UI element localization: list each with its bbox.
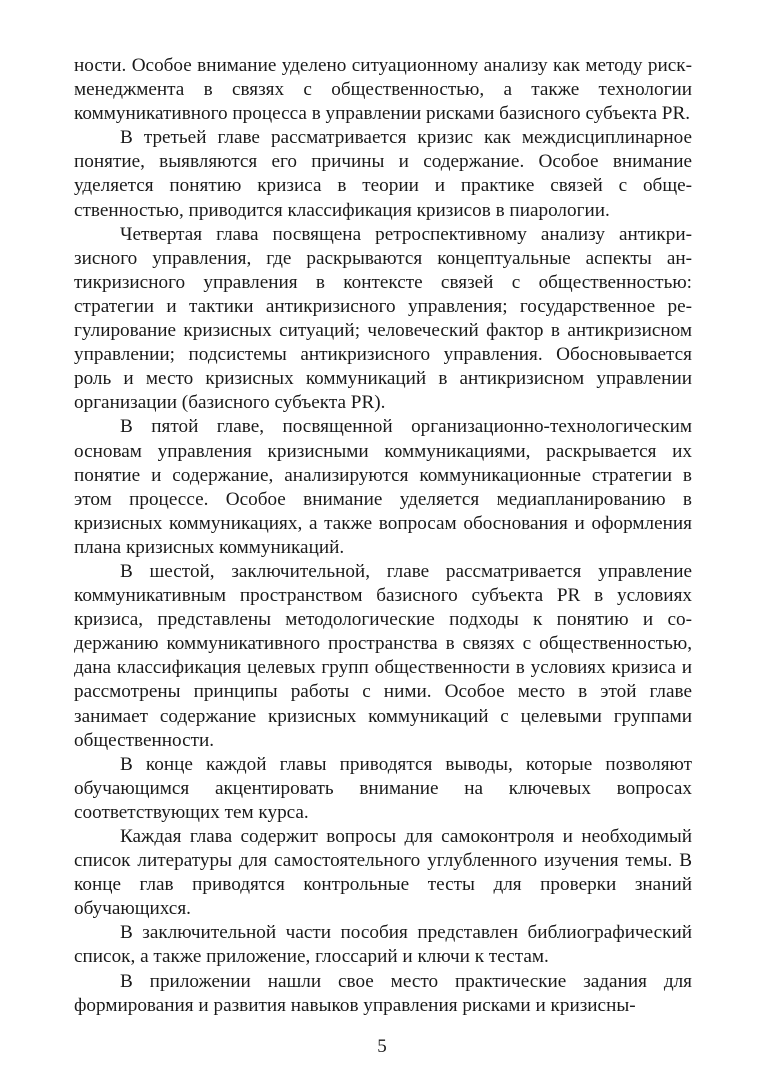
paragraph-6: В конце каждой главы приводятся выводы, которые позволяют обучающимся акцентировать внимание на ключевых вопросах соответствующих тем курса.: [74, 753, 692, 823]
page-number: 5: [377, 1036, 387, 1057]
text-body: [74, 54, 692, 1018]
paragraph-2: В третьей главе рассматривается кризис как междисциплинарное понятие, выявляются его причины и содержание. Особое внимание уделяется понятию кризиса в теории и практике связей с общественностью, приводится классификация кризисов в пиарологии.: [74, 127, 692, 221]
paragraph-1: ности. Особое внимание уделено ситуационному анализу как методу риск-менеджмента в связях с общественностью, а также технологии коммуникативного процесса в управлении рисками базисного субъекта PR.: [74, 55, 692, 125]
paragraph-9: В приложении нашли свое место практические задания для формирования и развития навыков управления рисками и кризисны-: [74, 970, 692, 1016]
paragraph-8: В заключительной части пособия представлен библиографический список, а также приложение, глоссарий и ключи к тестам.: [74, 922, 692, 968]
paragraph-3: Четвертая глава посвящена ретроспективному анализу антикризисного управления, где раскрываются концептуальные аспекты антикризисного управления в контексте связей с общественностью: стратегии и тактики антикризисного управления; государственное регулирование кризисных ситуаций; человеческий фактор в антикризисном управлении; подсистемы антикризисного управления. Обосновывается роль и место кризисных коммуникаций в антикризисном управлении организации (базисного субъекта PR).: [74, 223, 692, 414]
paragraph-4: В пятой главе, посвященной организационно-технологическим основам управления кризисными коммуникациями, раскрывается их понятие и содержание, анализируются коммуникационные стратегии в этом процессе. Особое внимание уделяется медиапланированию в кризисных коммуникациях, а также вопросам обоснования и оформления плана кризисных коммуникаций.: [74, 416, 692, 558]
paragraph-7: Каждая глава содержит вопросы для самоконтроля и необходимый список литературы для самостоятельного углубленного изучения темы. В конце глав приводятся контрольные тесты для проверки знаний обучающихся.: [74, 826, 692, 920]
paragraph-5: В шестой, заключительной, главе рассматривается управление коммуникативным пространством базисного субъекта PR в условиях кризиса, представлены методологические подходы к понятию и содержанию коммуникативного пространства в связях с общественностью, дана классификация целевых групп общественности в условиях кризиса и рассмотрены принципы работы с ними. Особое место в этой главе занимает содержание кризисных коммуникаций с целевыми группами общественности.: [74, 560, 692, 751]
